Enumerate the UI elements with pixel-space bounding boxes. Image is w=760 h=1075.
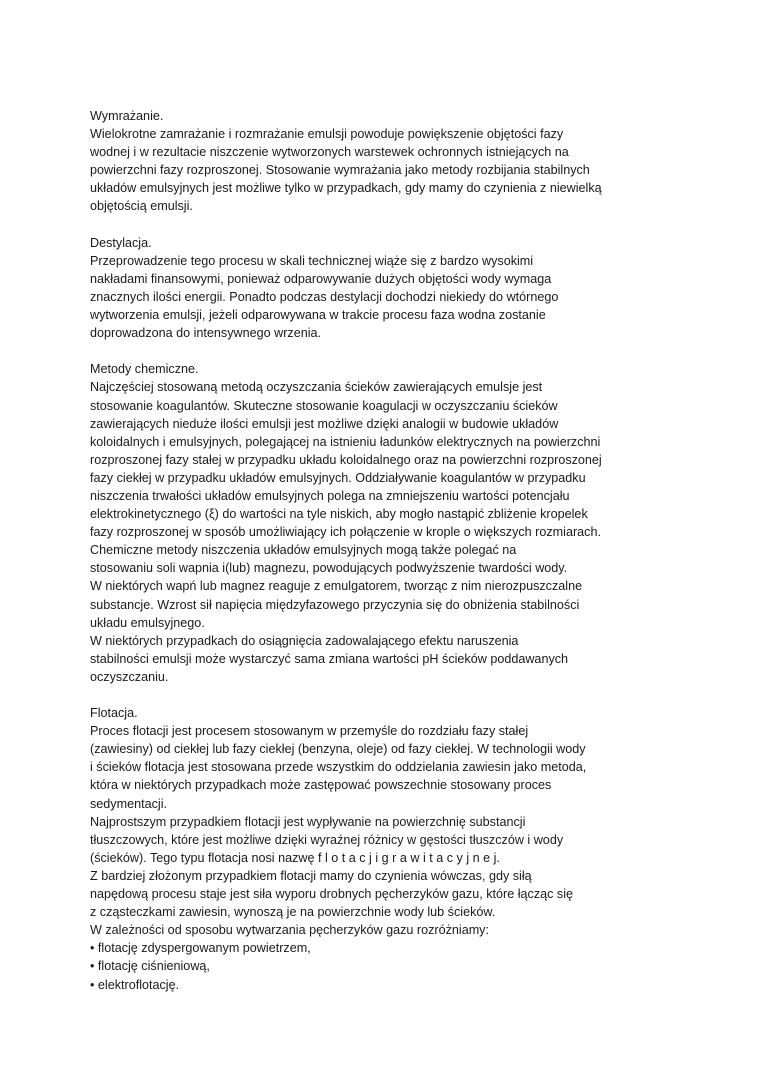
- paragraph-line: nakładami finansowymi, ponieważ odparowywanie dużych objętości wody wymaga: [90, 271, 552, 286]
- paragraph-line: (ścieków). Tego typu flotacja nosi nazwę f l o t a c j i g r a w i t a c y j n e j.: [90, 850, 500, 865]
- paragraph-line: W niektórych przypadkach do osiągnięcia zadowalającego efektu naruszenia: [90, 633, 519, 648]
- paragraph-line: oczyszczaniu.: [90, 669, 169, 684]
- section-heading: Destylacja.: [90, 235, 152, 250]
- paragraph-line: Chemiczne metody niszczenia układów emulsyjnych mogą także polegać na: [90, 543, 517, 558]
- paragraph-line: Najprostszym przypadkiem flotacji jest wypływanie na powierzchnię substancji: [90, 814, 526, 829]
- section-heading: Metody chemiczne.: [90, 362, 199, 377]
- section-spacer: [90, 216, 630, 234]
- paragraph-line: napędową procesu staje jest siła wyporu drobnych pęcherzyków gazu, które łącząc się: [90, 887, 574, 902]
- section-flotacja: [90, 704, 630, 994]
- document-page: [90, 107, 630, 994]
- section-destylacja: [90, 234, 630, 343]
- paragraph-line: Proces flotacji jest procesem stosowanym w przemyśle do rozdziału fazy stałej: [90, 724, 529, 739]
- paragraph-line: koloidalnych i emulsyjnych, polegającej na istnieniu ładunków elektrycznych na powierzchni: [90, 434, 601, 449]
- paragraph-line: Przeprowadzenie tego procesu w skali technicznej wiąże się z bardzo wysokimi: [90, 253, 534, 268]
- paragraph-line: doprowadzona do intensywnego wrzenia.: [90, 326, 322, 341]
- paragraph-line: objętością emulsji.: [90, 199, 193, 214]
- section-heading: Flotacja.: [90, 706, 138, 721]
- paragraph-line: która w niektórych przypadkach może zastępować powszechnie stosowany proces: [90, 778, 552, 793]
- list-item: • flotację ciśnieniową,: [90, 959, 210, 974]
- paragraph-line: rozproszonej fazy stałej w przypadku układu koloidalnego oraz na powierzchni rozproszonej: [90, 452, 602, 467]
- paragraph-line: Wielokrotne zamrażanie i rozmrażanie emulsji powoduje powiększenie objętości fazy: [90, 127, 564, 142]
- paragraph-line: sedymentacji.: [90, 796, 167, 811]
- paragraph-line: układów emulsyjnych jest możliwe tylko w przypadkach, gdy mamy do czynienia z niewielką: [90, 181, 602, 196]
- list-item: • elektroflotację.: [90, 977, 180, 992]
- paragraph-line: niszczenia trwałości układów emulsyjnych polega na zmniejszeniu wartości potencjału: [90, 488, 570, 503]
- paragraph-line: fazy ciekłej w przypadku układów emulsyjnych. Oddziaływanie koagulantów w przypadku: [90, 470, 586, 485]
- section-metody-chemiczne: [90, 360, 630, 686]
- section-spacer: [90, 342, 630, 360]
- paragraph-line: elektrokinetycznego (ξ) do wartości na tyle niskich, aby mogło nastąpić zbliżenie kropelek: [90, 507, 588, 522]
- paragraph-line: stosowanie koagulantów. Skuteczne stosowanie koagulacji w oczyszczaniu ścieków: [90, 398, 558, 413]
- paragraph-line: z cząsteczkami zawiesin, wynoszą je na powierzchnie wody lub ścieków.: [90, 905, 496, 920]
- paragraph-line: (zawiesiny) od ciekłej lub fazy ciekłej (benzyna, oleje) od fazy ciekłej. W technologii wody: [90, 742, 586, 757]
- paragraph-line: wytworzenia emulsji, jeżeli odparowywana w trakcie procesu faza wodna zostanie: [90, 308, 546, 323]
- paragraph-line: zawierających nieduże ilości emulsji jest możliwe dzięki analogii w budowie układów: [90, 416, 559, 431]
- section-spacer: [90, 686, 630, 704]
- paragraph-line: układu emulsyjnego.: [90, 615, 205, 630]
- section-heading: Wymrażanie.: [90, 109, 164, 123]
- paragraph-line: W zależności od sposobu wytwarzania pęcherzyków gazu rozróżniamy:: [90, 923, 489, 938]
- list-item: • flotację zdyspergowanym powietrzem,: [90, 941, 311, 956]
- paragraph-line: powierzchni fazy rozproszonej. Stosowanie wymrażania jako metody rozbijania stabilnych: [90, 163, 590, 178]
- paragraph-line: stosowaniu soli wapnia i(lub) magnezu, powodujących podwyższenie twardości wody.: [90, 561, 568, 576]
- paragraph-line: W niektórych wapń lub magnez reaguje z emulgatorem, tworząc z nim nierozpuszczalne: [90, 579, 583, 594]
- paragraph-line: stabilności emulsji może wystarczyć sama zmiana wartości pH ścieków poddawanych: [90, 651, 569, 666]
- section-wymrazanie: [90, 107, 630, 216]
- paragraph-line: wodnej i w rezultacie niszczenie wytworzonych warstewek ochronnych istniejących na: [90, 145, 569, 160]
- paragraph-line: tłuszczowych, które jest możliwe dzięki wyraźnej różnicy w gęstości tłuszczów i wody: [90, 832, 564, 847]
- paragraph-line: i ścieków flotacja jest stosowana przede wszystkim do oddzielania zawiesin jako metoda,: [90, 760, 587, 775]
- paragraph-line: fazy rozproszonej w sposób umożliwiający ich połączenie w krople o większych rozmiarach.: [90, 525, 601, 540]
- paragraph-line: Z bardziej złożonym przypadkiem flotacji mamy do czynienia wówczas, gdy siłą: [90, 868, 532, 883]
- paragraph-line: substancje. Wzrost sił napięcia międzyfazowego przyczynia się do obniżenia stabilności: [90, 597, 580, 612]
- paragraph-line: Najczęściej stosowaną metodą oczyszczania ścieków zawierających emulsje jest: [90, 380, 543, 395]
- paragraph-line: znacznych ilości energii. Ponadto podczas destylacji dochodzi niekiedy do wtórnego: [90, 289, 559, 304]
